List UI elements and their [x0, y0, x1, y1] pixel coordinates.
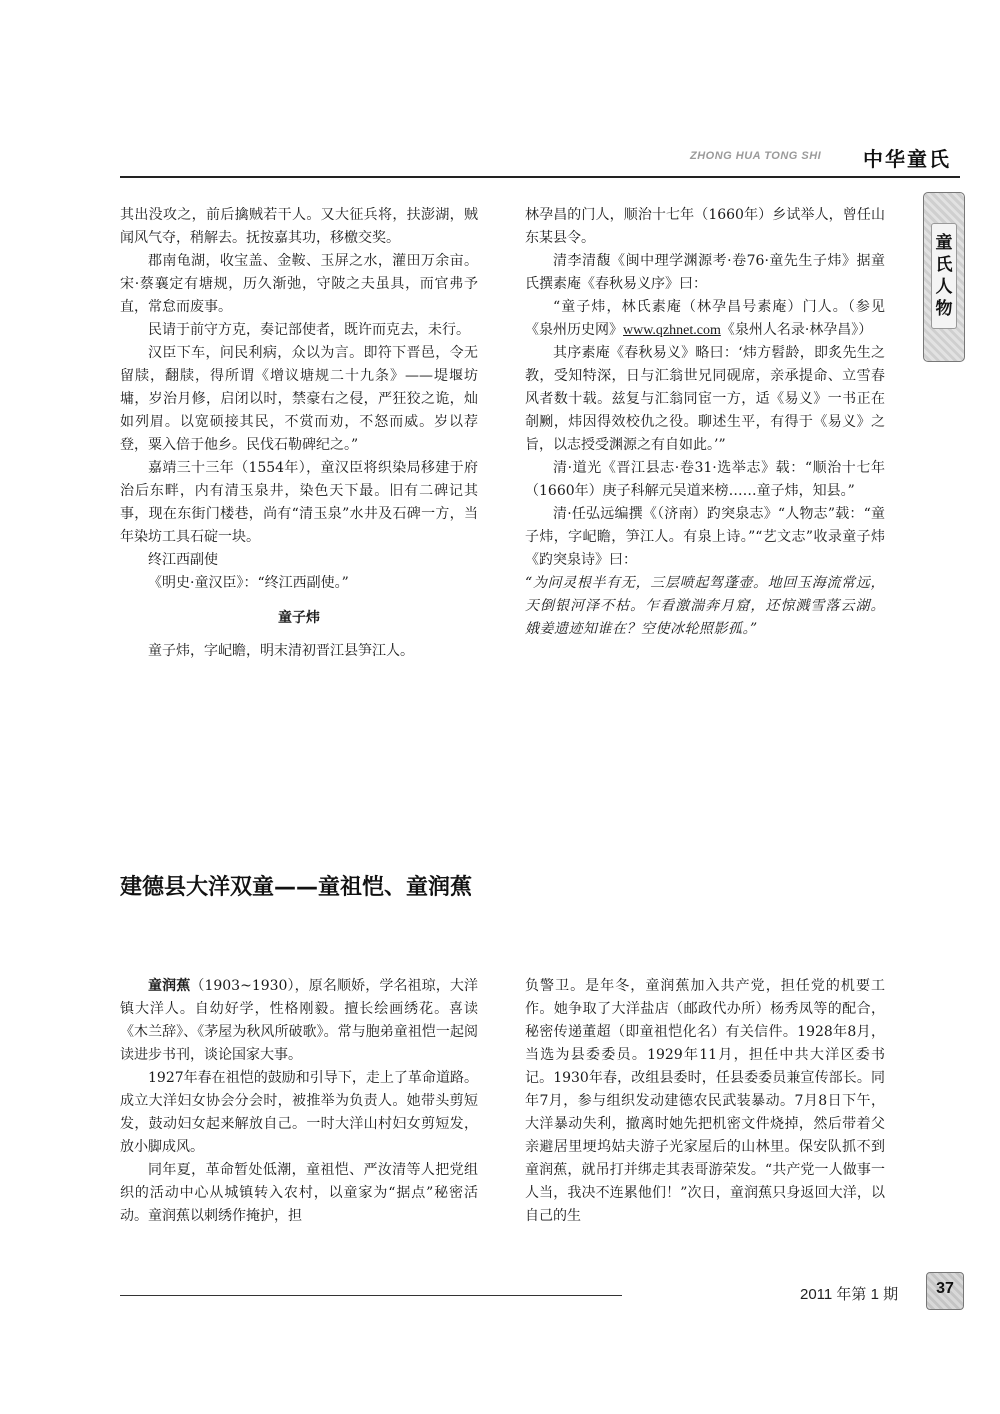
paragraph-text: （1903~1930），原名顺娇，学名祖琼，大洋镇大洋人。自幼好学，性格刚毅。擅长绘画绣花。喜读《木兰辞》、《茅屋为秋风所破歌》。常与胞弟童祖恺一起阅读进步书刊，谈论国家大事。 — [120, 978, 478, 1063]
header-latin-title: ZHONG HUA TONG SHI — [690, 150, 822, 162]
citation-text: “童子炜，林氏素庵（林孕昌号素庵）门人。（参见《泉州历史网》 — [525, 299, 885, 338]
paragraph: 清·道光《晋江县志·卷31·选举志》载：“顺治十七年（1660年）庚子科解元吴道来榜……童子炜，知县。” — [525, 460, 885, 499]
paragraph: 清李清馥《闽中理学渊源考·卷76·童先生子炜》据童氏撰素庵《春秋易义序》曰： — [525, 253, 885, 292]
paragraph: 1927年春在祖恺的鼓励和引导下，走上了革命道路。成立大洋妇女协会分会时，被推举为负责人。她带头剪短发，鼓动妇女起来解放自己。一时大洋山村妇女剪短发，放小脚成风。 — [120, 1070, 478, 1155]
section-tab-label: 童氏人物 — [935, 233, 953, 319]
paragraph: 汉臣下车，问民利病，众以为言。即符下晋邑，令无留牍，翻牍，得所谓《增议塘规二十九条》——堤堰坊墉，岁治月修，启闭以时，禁豪右之侵，严狂狡之诡，灿如列眉。以宽硕接其民，不赏而劝，不怒而威。岁以荐登，粟入倍于他乡。民伐石勒碑纪之。” — [120, 345, 478, 453]
paragraph: 终江西副使 — [148, 552, 218, 568]
paragraph: 民请于前守方克，奏记部使者，既许而克去，未行。 — [148, 322, 470, 338]
page-number: 37 — [936, 1280, 954, 1297]
paragraph: 林孕昌的门人，顺治十七年（1660年）乡试举人，曾任山东某县令。 — [525, 207, 885, 246]
top-left-column — [120, 204, 478, 663]
header-rule — [120, 176, 960, 178]
section-tab-panel — [931, 223, 957, 329]
paragraph: 其序素庵《春秋易义》略曰：‘炜方髫龄，即炙先生之教，受知特深，日与汇翁世兄同砚席，亲承提命、立雪春风者数十载。兹复与汇翁同宦一方，适《易义》一书正在剞劂，炜因得效校仇之役。聊述生平，有得于《易义》之旨，以志授受渊源之有自如此。’” — [525, 345, 885, 453]
bottom-right-column — [525, 975, 885, 1228]
paragraph — [525, 296, 885, 342]
person-name: 童润蕉 — [148, 978, 191, 994]
footer-rule — [120, 1295, 622, 1296]
paragraph: 负警卫。是年冬，童润蕉加入共产党，担任党的机要工作。她争取了大洋盐店（邮政代办所）杨秀凤等的配合，秘密传递董超（即童祖恺化名）有关信件。1928年8月，当选为县委委员。1929年11月，担任中共大洋区委书记。1930年春，改组县委时，任县委委员兼宣传部长。同年7月，参与组织发动建德农民武装暴动。7月8日下午，大洋暴动失利，撤离时她先把机密文件烧掉，然后带着父亲避居里埂坞姑夫游子光家屋后的山林里。保安队抓不到童润蕉，就吊打并绑走其表哥游荣发。“共产党一人做事一人当，我决不连累他们！”次日，童润蕉只身返回大洋，以自己的生 — [525, 978, 885, 1224]
section-tab — [923, 192, 965, 362]
issue-label: 2011 年第 1 期 — [800, 1286, 899, 1303]
paragraph: 其出没攻之，前后擒贼若干人。又大征兵将，扶澎湖，贼闻风气夺，稍解去。抚按嘉其功，移檄交奖。 — [120, 207, 478, 246]
paragraph: 同年夏，革命暂处低潮，童祖恺、严汝清等人把党组织的活动中心从城镇转入农村，以童家为“据点”秘密活动。童润蕉以刺绣作掩护，担 — [120, 1162, 478, 1224]
paragraph: 清·任弘远编撰《（济南）趵突泉志》“人物志”载：“童子炜，字屺瞻，笋江人。有泉上诗。”“艺文志”收录童子炜《趵突泉诗》曰： — [525, 506, 885, 568]
article-title: 建德县大洋双童——童祖恺、童润蕉 — [120, 875, 473, 900]
paragraph: 郡南龟湖，收宝盖、金鞍、玉屏之水，灌田万余亩。宋·蔡襄定有塘规，历久渐弛，守陂之夫虽具，而官弗予直，常怠而废事。 — [120, 253, 478, 315]
paragraph: 嘉靖三十三年（1554年），童汉臣将织染局移建于府治后东畔，内有清玉泉井，染色天下最。旧有二碑记其事，现在东街门楼巷，尚有“清玉泉”水井及石碑一方，当年染坊工具石碇一块。 — [120, 460, 478, 545]
paragraph: 童子炜，字屺瞻，明末清初晋江县笋江人。 — [148, 643, 414, 659]
citation-text: 《泉州人名录·林孕昌》） — [720, 322, 873, 338]
paragraph: 《明史·童汉臣》：“终江西副使。” — [148, 575, 349, 591]
bottom-left-column — [120, 975, 478, 1228]
paragraph — [120, 975, 478, 1067]
section-subheading: 童子炜 — [278, 610, 320, 626]
page-number-box — [926, 1272, 964, 1310]
poem: “为问灵根半有无，三层喷起驾蓬壶。地回玉海流常远，天倒银河泽不枯。乍看激湍奔月窟，还惊溅雪落云湖。娥姜遗迹知谁在？空使冰轮照影孤。” — [525, 575, 885, 637]
top-right-column — [525, 204, 885, 641]
website-link[interactable]: www.qzhnet.com — [623, 323, 721, 338]
magazine-title: 中华童氏 — [863, 147, 951, 171]
